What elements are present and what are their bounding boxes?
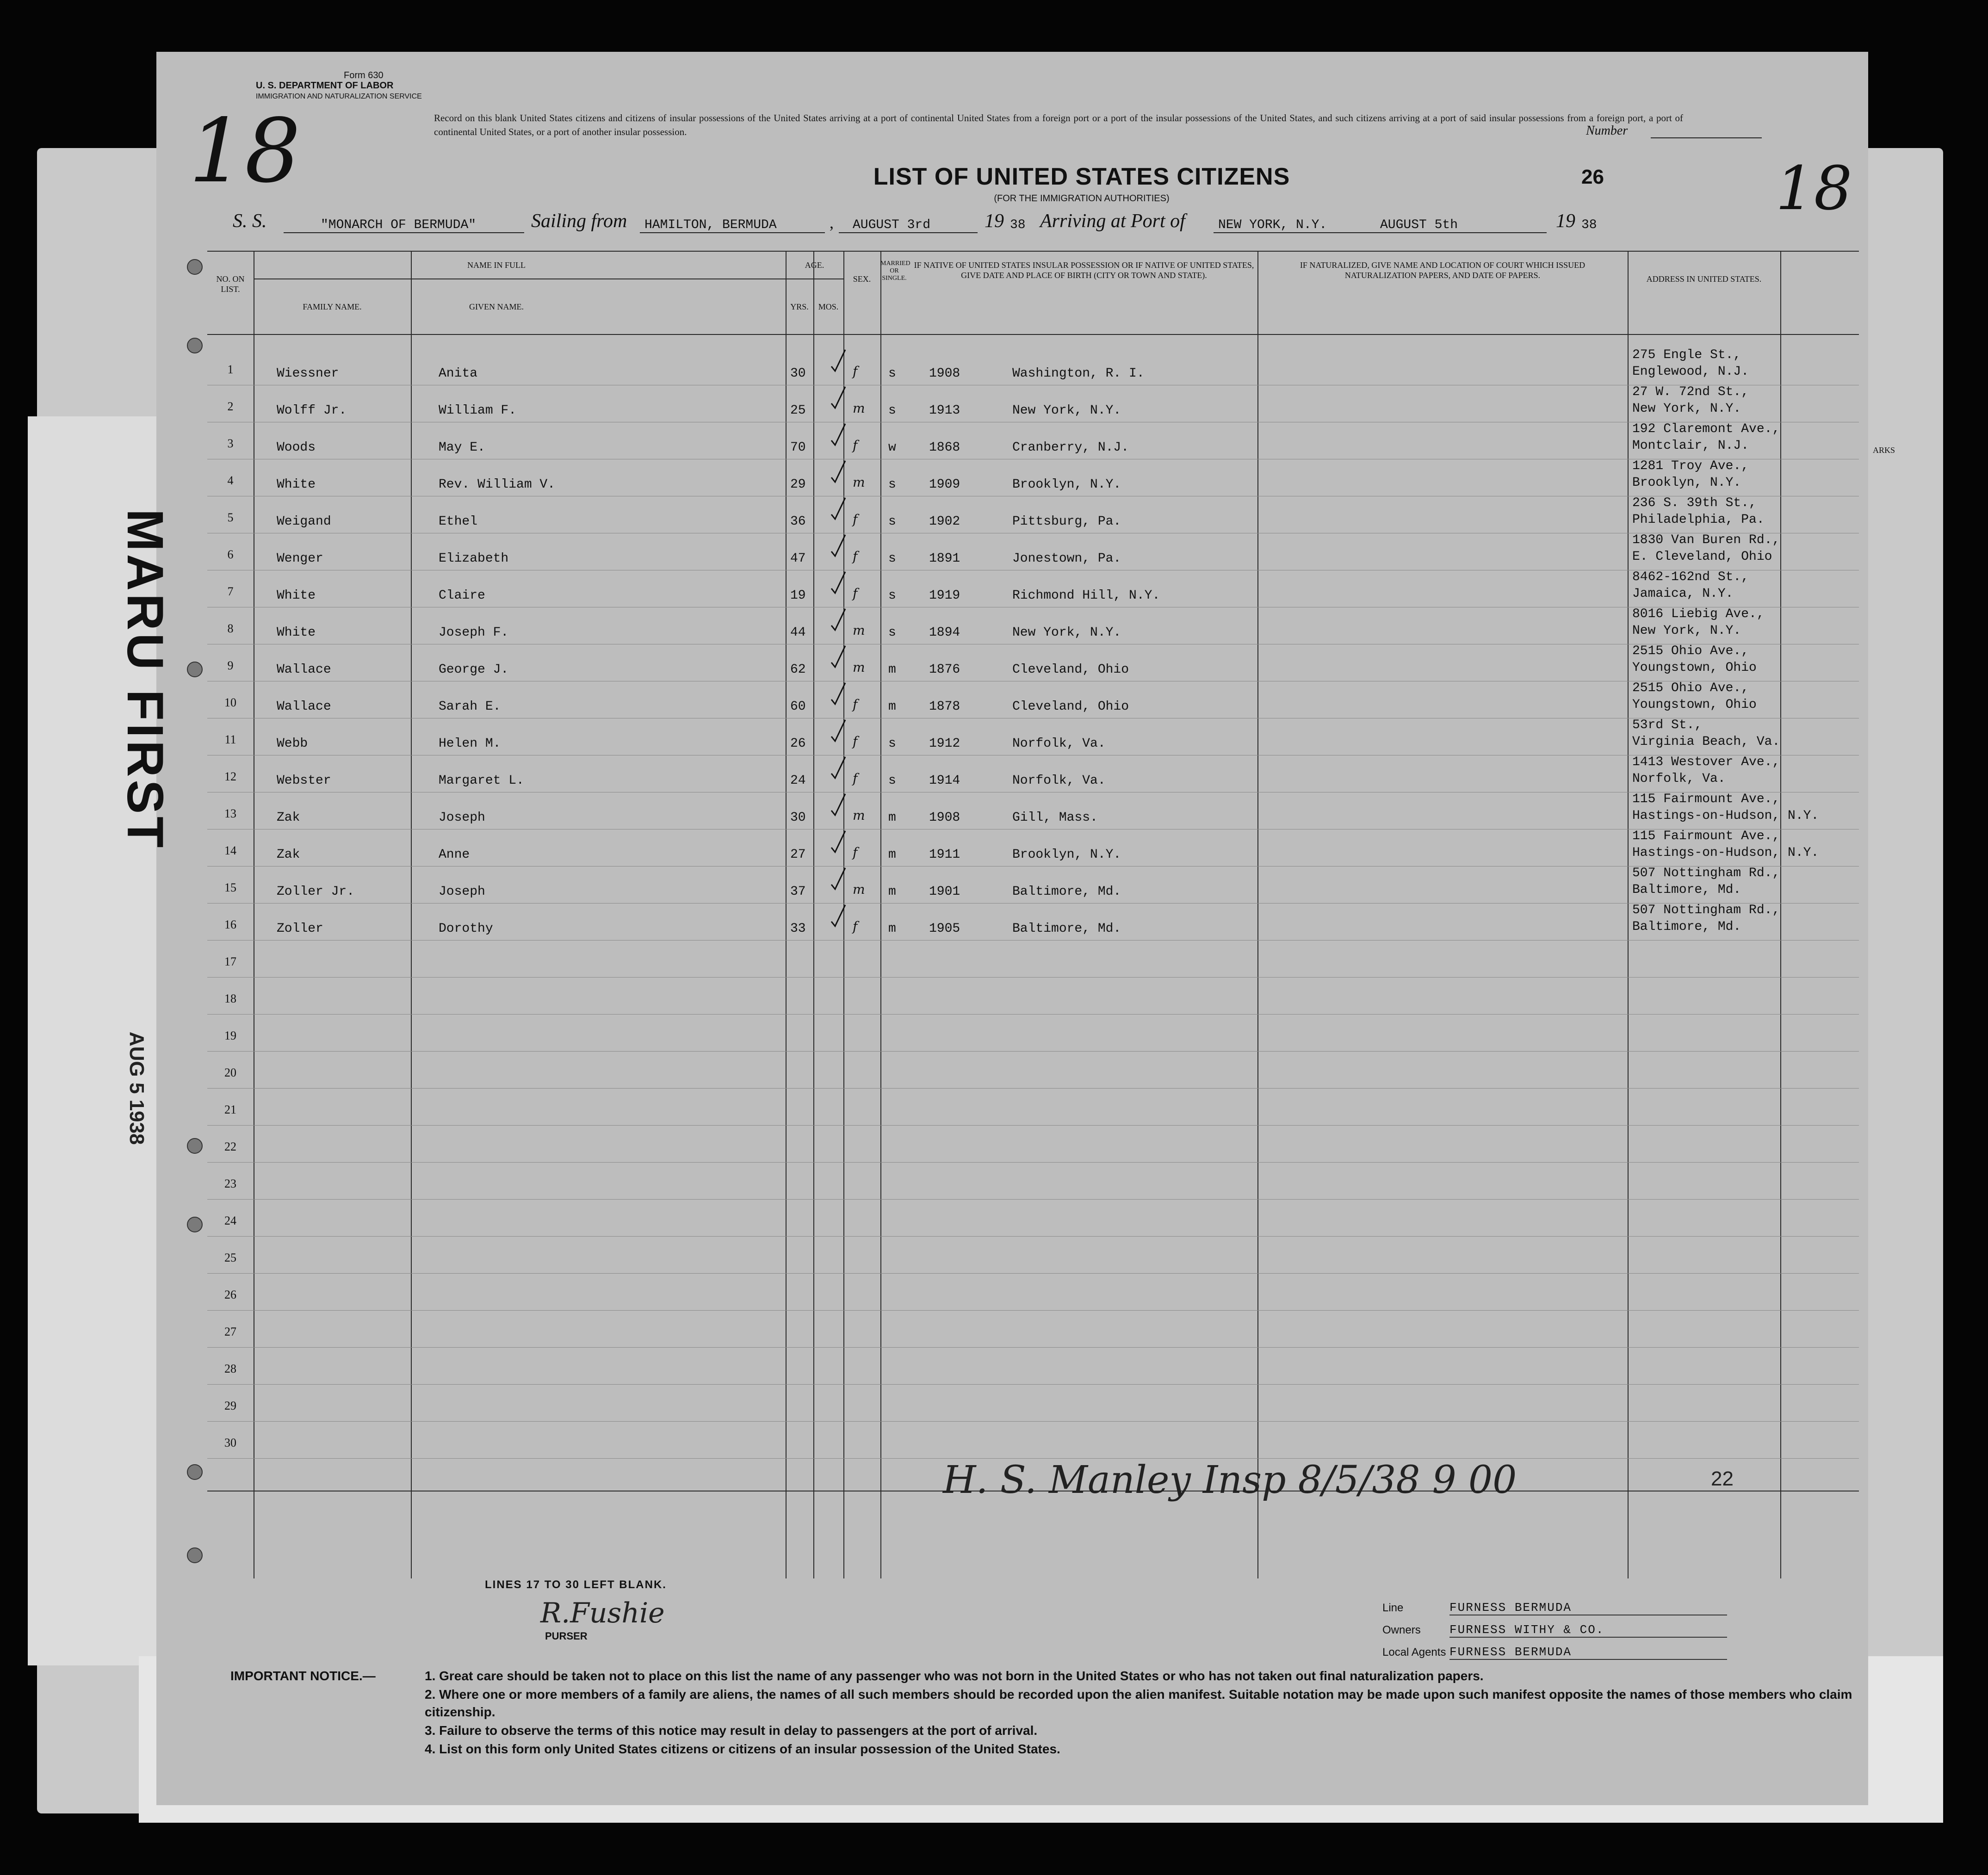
age-years: 60	[790, 699, 806, 714]
age-years: 25	[790, 403, 806, 418]
number-underline	[1651, 137, 1762, 138]
col-border	[1257, 251, 1258, 1578]
given-name: Ethel	[439, 514, 478, 529]
birth-year: 1878	[929, 699, 960, 714]
inspector-signature: H. S. Manley Insp 8/5/38 9 00	[943, 1458, 1517, 1502]
col-address-header: ADDRESS IN UNITED STATES.	[1646, 274, 1762, 284]
col-remarks-header: ARKS	[1873, 446, 1895, 455]
row-number: 2	[227, 400, 234, 413]
footer	[156, 1578, 1868, 1791]
row-number: 15	[224, 881, 236, 894]
marital-status: s	[888, 625, 896, 640]
line-value: FURNESS BERMUDA	[1449, 1601, 1572, 1615]
sex-value: m	[853, 660, 865, 675]
marital-status: w	[888, 440, 896, 455]
age-years: 30	[790, 366, 806, 381]
given-name: Anne	[439, 848, 470, 862]
family-name: White	[277, 625, 316, 640]
row-number: 25	[224, 1251, 236, 1264]
family-name: Wallace	[277, 699, 331, 714]
sex-value: m	[853, 475, 865, 490]
address-line-1: 192 Claremont Ave.,	[1632, 422, 1780, 436]
row-number: 16	[224, 918, 236, 931]
sex-value: f	[853, 845, 858, 860]
given-name: Sarah E.	[439, 699, 501, 714]
col-name-header: NAME IN FULL	[467, 260, 526, 270]
row-number: 27	[224, 1325, 236, 1338]
marital-status: s	[888, 403, 896, 418]
marital-status: s	[888, 551, 896, 566]
family-name: White	[277, 588, 316, 603]
sex-value: f	[853, 919, 858, 934]
address-line-2: Philadelphia, Pa.	[1632, 513, 1765, 527]
row-rule	[207, 1014, 1859, 1015]
depart-year: 38	[1010, 218, 1026, 232]
row-number: 10	[224, 696, 236, 709]
address-line-2: Englewood, N.J.	[1632, 365, 1749, 379]
birth-year: 1914	[929, 774, 960, 788]
birth-year: 1919	[929, 588, 960, 603]
birth-place: New York, N.Y.	[1012, 625, 1121, 640]
binding-hole	[187, 1547, 203, 1563]
col-border	[813, 251, 814, 1578]
birth-year: 1894	[929, 625, 960, 640]
col-family-header: FAMILY NAME.	[303, 302, 362, 311]
sex-value: f	[853, 586, 858, 601]
department-name: U. S. DEPARTMENT OF LABOR	[256, 80, 394, 91]
col-border	[411, 251, 412, 1578]
row-rule	[207, 1421, 1859, 1422]
address-line-2: Norfolk, Va.	[1632, 772, 1726, 786]
table-top-border	[207, 251, 1859, 252]
check-mark-icon	[830, 570, 846, 598]
sailing-from: HAMILTON, BERMUDA	[644, 218, 777, 232]
given-name: George J.	[439, 662, 509, 677]
check-mark-icon	[830, 681, 846, 709]
age-years: 33	[790, 922, 806, 936]
lines-blank-note: LINES 17 TO 30 LEFT BLANK.	[485, 1578, 667, 1591]
given-name: Joseph F.	[439, 625, 509, 640]
address-line-2: New York, N.Y.	[1632, 402, 1741, 416]
row-rule	[207, 977, 1859, 978]
given-name: May E.	[439, 440, 485, 455]
col-birth-header: IF NATIVE OF UNITED STATES INSULAR POSSESSION OR IF NATIVE OF UNITED STATES, GIVE DATE AND PLACE OF BIRTH (CITY OR TOWN AND STATE).	[914, 260, 1254, 280]
binding-hole	[187, 1217, 203, 1232]
check-mark-icon	[830, 607, 846, 635]
address-line-2: Youngstown, Ohio	[1632, 661, 1757, 675]
birth-place: Baltimore, Md.	[1012, 922, 1121, 936]
sex-value: f	[853, 512, 858, 527]
check-mark-icon	[830, 755, 846, 783]
check-mark-icon	[830, 533, 846, 561]
row-number: 17	[224, 955, 236, 968]
marital-status: s	[888, 477, 896, 492]
given-name: William F.	[439, 403, 517, 418]
row-rule	[207, 1236, 1859, 1237]
address-line-2: Jamaica, N.Y.	[1632, 587, 1734, 601]
birth-year: 1902	[929, 514, 960, 529]
birth-year: 1911	[929, 848, 960, 862]
birth-place: Jonestown, Pa.	[1012, 551, 1121, 566]
port-underline	[1214, 232, 1547, 233]
row-number: 19	[224, 1029, 236, 1042]
notice-item: 4. List on this form only United States citizens or citizens of an insular possession of the United States.	[425, 1742, 1060, 1756]
address-line-1: 507 Nottingham Rd.,	[1632, 866, 1780, 880]
check-mark-icon	[830, 459, 846, 487]
sex-value: f	[853, 364, 858, 379]
check-mark-icon	[830, 903, 846, 931]
birth-place: Brooklyn, N.Y.	[1012, 477, 1121, 492]
binding-hole	[187, 662, 203, 677]
owners-field	[1382, 1623, 1604, 1637]
depart-underline	[839, 232, 978, 233]
col-border	[880, 251, 881, 1578]
sex-value: f	[853, 697, 858, 712]
row-number: 28	[224, 1362, 236, 1375]
family-name: Wolff Jr.	[277, 403, 347, 418]
check-mark-icon	[830, 866, 846, 894]
marital-status: s	[888, 736, 896, 751]
intro-instructions: Record on this blank United States citizens and citizens of insular possessions of the United States arriving at a port of continental United States from a foreign port or a port of the insular possessions of the United States, and such citizens arriving at a port of said insular possessions from a foreign port, a port of continental United States, or a port of another insular possession.	[434, 112, 1683, 137]
arrive-date: AUGUST 5th	[1380, 218, 1458, 232]
check-mark-icon	[830, 422, 846, 450]
address-line-1: 1281 Troy Ave.,	[1632, 459, 1749, 473]
row-number: 7	[227, 585, 234, 598]
page-title: LIST OF UNITED STATES CITIZENS	[873, 163, 1290, 190]
header-bottom-border	[207, 334, 1859, 335]
given-name: Anita	[439, 366, 478, 381]
address-line-1: 1830 Van Buren Rd.,	[1632, 533, 1780, 547]
address-line-2: Montclair, N.J.	[1632, 439, 1749, 453]
sex-value: m	[853, 623, 865, 638]
address-line-1: 1413 Westover Ave.,	[1632, 755, 1780, 769]
family-name: Webster	[277, 774, 331, 788]
family-name: White	[277, 477, 316, 492]
row-number: 3	[227, 437, 234, 450]
address-line-1: 8462-162nd St.,	[1632, 570, 1749, 584]
given-name: Dorothy	[439, 922, 493, 936]
given-name: Joseph	[439, 885, 485, 899]
col-given-header: GIVEN NAME.	[469, 302, 524, 311]
col-border	[1628, 251, 1629, 1578]
given-name: Elizabeth	[439, 551, 509, 566]
line-label: Line	[1382, 1602, 1404, 1614]
row-number: 11	[224, 733, 236, 746]
age-years: 47	[790, 551, 806, 566]
col-no-header: NO. ON LIST.	[216, 274, 245, 294]
col-naturalized-header: IF NATURALIZED, GIVE NAME AND LOCATION OF COURT WHICH ISSUED NATURALIZATION PAPERS, AND DATE OF PAPERS.	[1300, 260, 1585, 280]
family-name: Zoller Jr.	[277, 885, 355, 899]
age-years: 27	[790, 848, 806, 862]
voyage-line	[233, 207, 1843, 235]
notice-item: 2. Where one or more members of a family are aliens, the names of all such members should be recorded upon the alien manifest. Suitable notation may be made upon such manifest opposite the names of those members who claim citizenship.	[425, 1687, 1852, 1719]
birth-place: Cleveland, Ohio	[1012, 662, 1129, 677]
row-number: 24	[224, 1214, 236, 1227]
address-line-2: New York, N.Y.	[1632, 624, 1741, 638]
family-name: Zak	[277, 848, 300, 862]
purser-label: PURSER	[545, 1630, 588, 1642]
side-stamp-text: MARU FIRST	[117, 509, 173, 851]
year-prefix-1: 19	[985, 210, 1004, 232]
row-rule	[207, 940, 1859, 941]
service-name: IMMIGRATION AND NATURALIZATION SERVICE	[256, 93, 422, 100]
owners-underline	[1449, 1637, 1727, 1638]
row-rule	[207, 1273, 1859, 1274]
family-name: Wiessner	[277, 366, 339, 381]
check-mark-icon	[830, 496, 846, 524]
line-field	[1382, 1601, 1572, 1615]
col-border	[786, 251, 787, 1578]
row-number: 14	[224, 844, 236, 857]
given-name: Claire	[439, 588, 485, 603]
marital-status: s	[888, 514, 896, 529]
marital-status: m	[888, 662, 896, 677]
age-years: 19	[790, 588, 806, 603]
sex-value: f	[853, 549, 858, 564]
check-mark-icon	[830, 644, 846, 672]
row-rule	[207, 1384, 1859, 1385]
row-number: 8	[227, 622, 234, 635]
agents-label: Local Agents	[1382, 1646, 1446, 1658]
sailing-label: Sailing from	[531, 210, 627, 232]
check-mark-icon	[830, 385, 846, 413]
row-number: 13	[224, 807, 236, 820]
birth-year: 1868	[929, 440, 960, 455]
birth-year: 1908	[929, 366, 960, 381]
marital-status: m	[888, 885, 896, 899]
agents-underline	[1449, 1659, 1727, 1660]
marital-status: s	[888, 588, 896, 603]
birth-year: 1901	[929, 885, 960, 899]
col-border	[1780, 251, 1781, 1578]
row-number: 6	[227, 548, 234, 561]
row-rule	[207, 1310, 1859, 1311]
binding-hole	[187, 1464, 203, 1480]
sex-value: f	[853, 734, 858, 749]
address-line-2: Youngstown, Ohio	[1632, 698, 1757, 712]
stamp-number: 26	[1581, 166, 1604, 188]
row-number: 30	[224, 1436, 236, 1449]
marital-status: m	[888, 699, 896, 714]
birth-place: Norfolk, Va.	[1012, 736, 1106, 751]
address-line-2: E. Cleveland, Ohio	[1632, 550, 1772, 564]
number-label: Number	[1586, 124, 1628, 138]
marital-status: m	[888, 922, 896, 936]
check-mark-icon	[830, 829, 846, 857]
col-married-header: MARRIED OR SINGLE.	[880, 260, 910, 282]
binding-hole	[187, 338, 203, 353]
marital-status: m	[888, 811, 896, 825]
birth-place: Baltimore, Md.	[1012, 885, 1121, 899]
birth-place: Gill, Mass.	[1012, 811, 1098, 825]
birth-place: Cranberry, N.J.	[1012, 440, 1129, 455]
row-rule	[207, 1162, 1859, 1163]
address-line-1: 115 Fairmount Ave.,	[1632, 829, 1780, 843]
address-line-1: 507 Nottingham Rd.,	[1632, 903, 1780, 917]
form-identifier	[256, 70, 422, 102]
binding-hole	[187, 259, 203, 275]
birth-place: Brooklyn, N.Y.	[1012, 848, 1121, 862]
marital-status: m	[888, 848, 896, 862]
age-years: 36	[790, 514, 806, 529]
row-number: 1	[227, 363, 234, 376]
owners-value: FURNESS WITHY & CO.	[1449, 1623, 1604, 1637]
row-rule	[207, 1125, 1859, 1126]
marital-status: s	[888, 366, 896, 381]
row-number: 12	[224, 770, 236, 783]
address-line-2: Brooklyn, N.Y.	[1632, 476, 1741, 490]
row-number: 22	[224, 1140, 236, 1153]
family-name: Webb	[277, 736, 308, 751]
birth-place: Cleveland, Ohio	[1012, 699, 1129, 714]
birth-year: 1913	[929, 403, 960, 418]
birth-year: 1908	[929, 811, 960, 825]
age-years: 29	[790, 477, 806, 492]
birth-year: 1912	[929, 736, 960, 751]
address-line-2: Virginia Beach, Va.	[1632, 735, 1780, 749]
sex-value: f	[853, 771, 858, 786]
page-count: 22	[1711, 1467, 1734, 1490]
marital-status: s	[888, 774, 896, 788]
owners-label: Owners	[1382, 1624, 1421, 1636]
row-number: 21	[224, 1103, 236, 1116]
family-name: Weigand	[277, 514, 331, 529]
birth-place: New York, N.Y.	[1012, 403, 1121, 418]
row-number: 23	[224, 1177, 236, 1190]
row-rule	[207, 1088, 1859, 1089]
row-number: 26	[224, 1288, 236, 1301]
col-mos-header: MOS.	[818, 302, 839, 311]
check-mark-icon	[830, 792, 846, 820]
purser-signature: R.Fushie	[540, 1597, 665, 1629]
col-age-header: AGE.	[805, 260, 824, 270]
family-name: Zoller	[277, 922, 323, 936]
address-line-2: Hastings-on-Hudson, N.Y.	[1632, 846, 1819, 860]
sex-value: m	[853, 808, 865, 823]
given-name: Rev. William V.	[439, 477, 556, 492]
birth-place: Richmond Hill, N.Y.	[1012, 588, 1160, 603]
birth-year: 1891	[929, 551, 960, 566]
given-name: Helen M.	[439, 736, 501, 751]
notice-item: 3. Failure to observe the terms of this notice may result in delay to passengers at the port of arrival.	[425, 1723, 1038, 1738]
check-mark-icon	[830, 718, 846, 746]
arrive-year: 38	[1581, 218, 1597, 232]
age-years: 24	[790, 774, 806, 788]
row-rule	[207, 1199, 1859, 1200]
page-subtitle: (FOR THE IMMIGRATION AUTHORITIES)	[994, 193, 1170, 204]
address-line-1: 27 W. 72nd St.,	[1632, 385, 1749, 399]
ship-underline	[284, 232, 524, 233]
notice-lead: IMPORTANT NOTICE.—	[230, 1669, 376, 1683]
family-name: Woods	[277, 440, 316, 455]
col-sex-header: SEX.	[853, 274, 871, 284]
sex-value: m	[853, 401, 865, 416]
ss-label: S. S.	[233, 210, 267, 232]
form-number: Form 630	[344, 70, 384, 80]
agents-field	[1382, 1645, 1572, 1659]
given-name: Margaret L.	[439, 774, 524, 788]
side-stamp	[97, 500, 190, 1194]
birth-place: Pittsburg, Pa.	[1012, 514, 1121, 529]
side-stamp-date: AUG 5 1938	[125, 1032, 148, 1145]
arrival-port: NEW YORK, N.Y.	[1218, 218, 1327, 232]
manifest-page	[156, 52, 1895, 1805]
address-line-1: 53rd St.,	[1632, 718, 1703, 732]
notice-item: 1. Great care should be taken not to place on this list the name of any passenger who was not born in the United States or who has not taken out final naturalization papers.	[425, 1669, 1484, 1683]
name-subheader-line	[254, 278, 843, 279]
age-years: 44	[790, 625, 806, 640]
row-rule	[207, 1051, 1859, 1052]
row-number: 9	[227, 659, 234, 672]
birth-year: 1909	[929, 477, 960, 492]
row-number: 20	[224, 1066, 236, 1079]
agents-value: FURNESS BERMUDA	[1449, 1645, 1572, 1659]
row-number: 5	[227, 511, 234, 524]
address-line-1: 115 Fairmount Ave.,	[1632, 792, 1780, 806]
age-years: 26	[790, 736, 806, 751]
address-line-2: Hastings-on-Hudson, N.Y.	[1632, 809, 1819, 823]
address-line-1: 2515 Ohio Ave.,	[1632, 681, 1749, 695]
birth-year: 1905	[929, 922, 960, 936]
address-line-2: Baltimore, Md.	[1632, 920, 1741, 934]
age-years: 37	[790, 885, 806, 899]
col-yrs-header: YRS.	[790, 302, 809, 311]
address-line-1: 275 Engle St.,	[1632, 348, 1741, 362]
check-mark-icon	[830, 348, 846, 376]
row-number: 18	[224, 992, 236, 1005]
family-name: Wenger	[277, 551, 323, 566]
address-line-2: Baltimore, Md.	[1632, 883, 1741, 897]
binding-hole	[187, 1138, 203, 1154]
address-line-1: 236 S. 39th St.,	[1632, 496, 1757, 510]
handwritten-number-left: 18	[189, 100, 301, 202]
address-line-1: 8016 Liebig Ave.,	[1632, 607, 1765, 621]
year-prefix-2: 19	[1556, 210, 1575, 232]
row-number: 4	[227, 474, 234, 487]
age-years: 30	[790, 811, 806, 825]
comma-sep: ,	[830, 213, 834, 232]
sex-value: f	[853, 438, 858, 453]
given-name: Joseph	[439, 811, 485, 825]
from-underline	[640, 232, 825, 233]
address-line-1: 2515 Ohio Ave.,	[1632, 644, 1749, 658]
family-name: Wallace	[277, 662, 331, 677]
arriving-label: Arriving at Port of	[1040, 210, 1185, 232]
handwritten-number-right: 18	[1776, 153, 1852, 223]
age-years: 62	[790, 662, 806, 677]
family-name: Zak	[277, 811, 300, 825]
depart-date: AUGUST 3rd	[853, 218, 931, 232]
row-number: 29	[224, 1399, 236, 1412]
ship-name: "MONARCH OF BERMUDA"	[321, 218, 477, 232]
age-years: 70	[790, 440, 806, 455]
birth-place: Norfolk, Va.	[1012, 774, 1106, 788]
citizens-table	[207, 251, 1895, 1578]
sex-value: m	[853, 882, 865, 897]
birth-year: 1876	[929, 662, 960, 677]
birth-place: Washington, R. I.	[1012, 366, 1145, 381]
row-rule	[207, 1347, 1859, 1348]
